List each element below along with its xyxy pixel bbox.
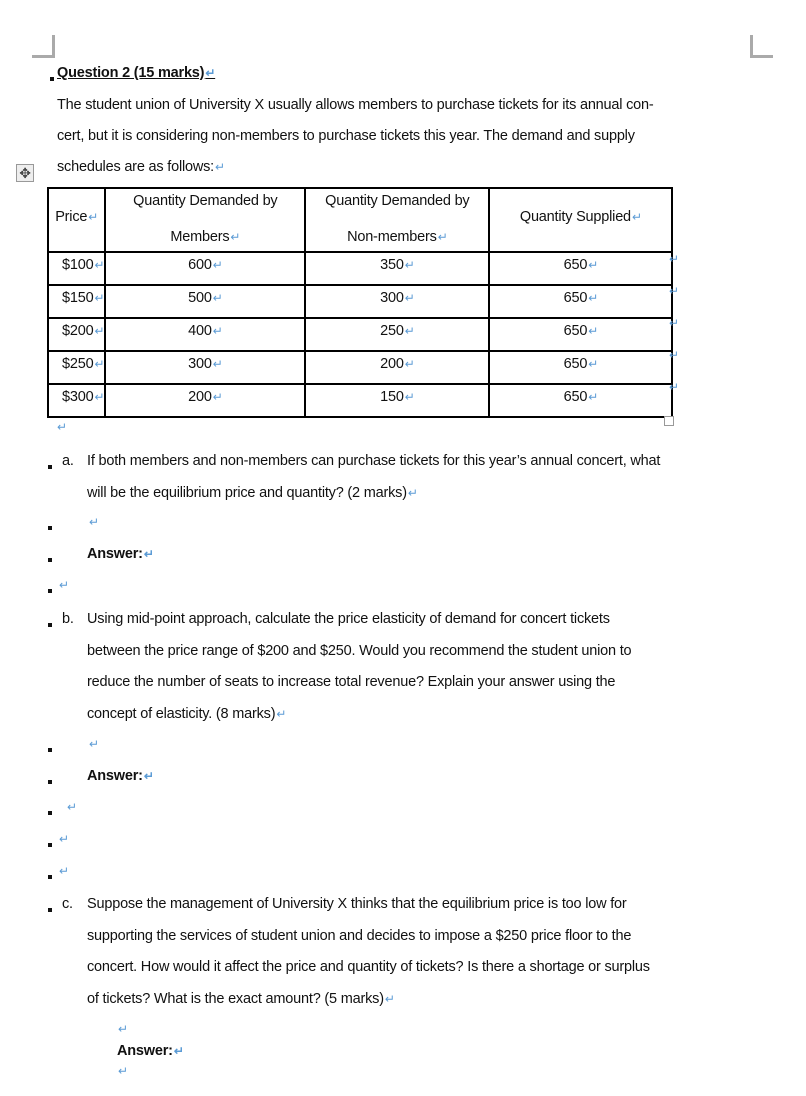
intro-line: The student union of University X usually allows members to purchase tickets for its annual con- [57,97,654,113]
bullet-mark [48,558,52,562]
question-text-line: Using mid-point approach, calculate the price elasticity of demand for concert tickets [87,611,610,627]
question-text-line: reduce the number of seats to increase total revenue? Explain your answer using the [87,674,616,690]
bullet-mark [48,465,52,469]
table-cell: 300↵ [105,351,305,384]
bullet-mark [48,843,52,847]
table-cell: 650↵ [489,351,672,384]
question-label: a. [62,453,74,469]
table-cell: 150↵ [305,384,489,417]
table-row [48,384,672,417]
question-text-line: If both members and non-members can purchase tickets for this year’s annual concert, what [87,453,661,469]
table-cell: 200↵ [305,351,489,384]
paragraph-mark: ↵ [57,420,67,434]
question-text-line: between the price range of $200 and $250. Would you recommend the student union to [87,642,632,659]
table-header-row [48,188,672,252]
bullet-mark [48,811,52,815]
question-label: b. [62,611,74,627]
table-row [48,351,672,384]
table-cell: 300↵ [305,285,489,318]
table-cell: $150↵ [48,285,105,318]
table-cell: 650↵ [489,252,672,285]
bullet-mark [48,748,52,752]
question-text-line: will be the equilibrium price and quantity? (2 marks)↵ [87,484,418,501]
question-label: c. [62,896,73,912]
intro-line: cert, but it is considering non-members to purchase tickets this year. The demand and supply [57,128,635,144]
bullet-mark [50,77,54,81]
table-cell: $300↵ [48,384,105,417]
paragraph-mark: ↵ [59,832,69,846]
question-text-line: concert. How would it affect the price and quantity of tickets? Is there a shortage or surplus [87,959,650,975]
row-end-mark: ↵ [669,316,679,330]
header-price: Price↵ [48,188,105,252]
paragraph-mark: ↵ [59,864,69,878]
bullet-mark [48,526,52,530]
table-cell: 500↵ [105,285,305,318]
question-text-line: Suppose the management of University X thinks that the equilibrium price is too low for [87,896,627,912]
table-row [48,318,672,351]
bullet-mark [48,908,52,912]
header-supplied: Quantity Supplied↵ [489,188,672,252]
table-cell: 400↵ [105,318,305,351]
header-members: Quantity Demanded by Members↵ [105,188,305,252]
margin-corner-top-right [750,35,773,58]
bullet-mark [48,875,52,879]
paragraph-mark: ↵ [89,515,99,529]
table-cell: 250↵ [305,318,489,351]
row-end-mark: ↵ [669,348,679,362]
table-cell: $250↵ [48,351,105,384]
table-cell: 200↵ [105,384,305,417]
paragraph-mark: ↵ [59,578,69,592]
answer-label: Answer:↵ [87,768,154,784]
intro-line: schedules are as follows:↵ [57,159,225,175]
answer-label: Answer:↵ [117,1043,184,1059]
paragraph-mark: ↵ [118,1022,128,1036]
paragraph-mark: ↵ [89,737,99,751]
table-cell: 350↵ [305,252,489,285]
answer-label: Answer:↵ [87,546,154,562]
margin-corner-top-left [32,35,55,58]
table-resize-handle[interactable] [664,416,674,426]
table-move-handle-icon[interactable]: ✥ [16,164,34,182]
paragraph-mark: ↵ [67,800,77,814]
table-row [48,285,672,318]
table-cell: 650↵ [489,384,672,417]
question-text-line: of tickets? What is the exact amount? (5 marks)↵ [87,990,395,1007]
question-heading: Question 2 (15 marks)↵ [57,65,216,81]
table-cell: 650↵ [489,318,672,351]
paragraph-mark: ↵ [118,1064,128,1078]
header-non-members: Quantity Demanded by Non-members↵ [305,188,489,252]
table-cell: $100↵ [48,252,105,285]
bullet-mark [48,780,52,784]
schedule-table [47,187,673,418]
table-cell: 600↵ [105,252,305,285]
bullet-mark [48,589,52,593]
row-end-mark: ↵ [669,380,679,394]
question-text-line: concept of elasticity. (8 marks)↵ [87,705,287,722]
row-end-mark: ↵ [669,252,679,266]
table-row [48,252,672,285]
question-text-line: supporting the services of student union and decides to impose a $250 price floor to the [87,927,632,944]
table-cell: 650↵ [489,285,672,318]
bullet-mark [48,623,52,627]
row-end-mark: ↵ [669,284,679,298]
table-cell: $200↵ [48,318,105,351]
